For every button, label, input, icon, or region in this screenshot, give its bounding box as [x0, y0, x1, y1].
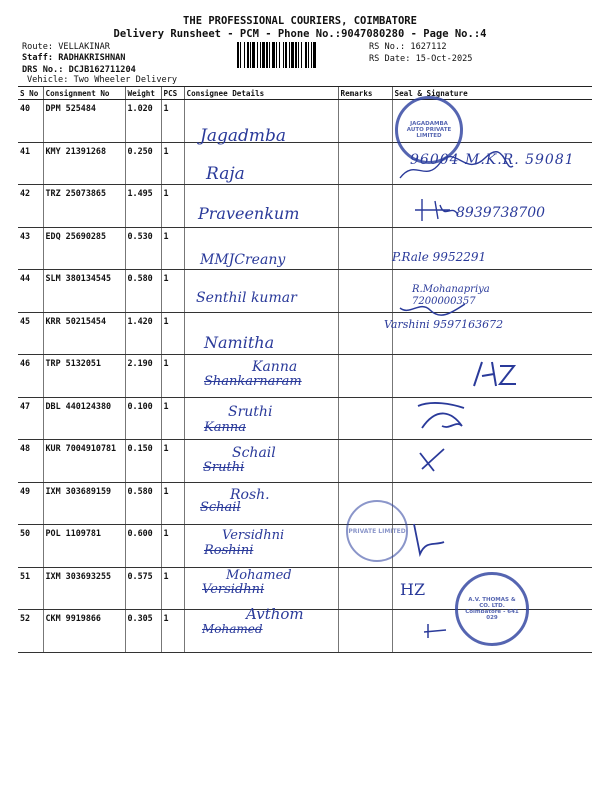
- cell-sno: 43: [18, 227, 43, 270]
- cell-consignment: CKM 9919866: [43, 610, 125, 653]
- private-limited-stamp: [346, 500, 408, 562]
- table-row: [18, 100, 592, 143]
- handwritten-signature: 8939738700: [456, 205, 546, 221]
- col-header-remarks: Remarks: [338, 87, 392, 100]
- av-thomas-seal-stamp: [455, 572, 529, 646]
- cell-pcs: 1: [161, 610, 184, 653]
- col-header-consignee: Consignee Details: [184, 87, 338, 100]
- cell-weight: 0.600: [125, 525, 161, 568]
- rs-number: RS No.: 1627112: [369, 42, 447, 52]
- struck-consignee: Shankarnaram: [204, 374, 302, 389]
- cell-remarks: [338, 610, 392, 653]
- company-seal-stamp: [395, 96, 463, 164]
- table-row: [18, 482, 592, 525]
- company-title: THE PROFESSIONAL COURIERS, COIMBATORE: [183, 15, 417, 27]
- vehicle-label: Vehicle: Two Wheeler Delivery: [27, 75, 178, 85]
- handwritten-consignee: Avthom: [246, 605, 304, 623]
- cell-weight: 0.580: [125, 482, 161, 525]
- struck-consignee: Versidhni: [202, 582, 265, 597]
- handwritten-consignee: Namitha: [204, 333, 275, 352]
- signature-scribble-icon: [408, 520, 448, 560]
- cell-weight: 0.100: [125, 397, 161, 440]
- cell-sno: 51: [18, 567, 43, 610]
- cell-weight: 1.495: [125, 185, 161, 228]
- cell-sno: 40: [18, 100, 43, 143]
- cell-pcs: 1: [161, 482, 184, 525]
- cell-remarks: [338, 185, 392, 228]
- col-header-weight: Weight: [125, 87, 161, 100]
- handwritten-consignee: Senthil kumar: [196, 290, 297, 306]
- cell-remarks: [338, 355, 392, 398]
- cell-pcs: 1: [161, 142, 184, 185]
- stamp-text: JAGADAMBA AUTO PRIVATE LIMITED: [406, 121, 452, 139]
- rs-date: RS Date: 15-Oct-2025: [369, 54, 473, 64]
- cell-remarks: [338, 142, 392, 185]
- stamp-text: A.V. THOMAS & CO. LTD. Coimbatore - 641 029: [465, 597, 519, 621]
- cell-consignment: TRP 5132051: [43, 355, 125, 398]
- struck-consignee: Schail: [200, 500, 241, 515]
- cell-pcs: 1: [161, 227, 184, 270]
- signature-scribble-icon: [412, 398, 472, 434]
- handwritten-consignee: MMJCreany: [200, 252, 286, 268]
- barcode: [237, 42, 365, 68]
- cell-consignment: EDQ 25690285: [43, 227, 125, 270]
- handwritten-consignee: Raja: [206, 164, 245, 184]
- table-row: [18, 227, 592, 270]
- stamp-text: PRIVATE LIMITED: [348, 527, 406, 535]
- cell-weight: 0.250: [125, 142, 161, 185]
- signature-scribble-icon: [470, 358, 520, 390]
- cell-weight: 0.575: [125, 567, 161, 610]
- cell-pcs: 1: [161, 567, 184, 610]
- table-row: [18, 525, 592, 568]
- cell-sno: 46: [18, 355, 43, 398]
- cell-consignment: KRR 50215454: [43, 312, 125, 355]
- struck-consignee: Roshini: [204, 543, 254, 558]
- table-row: [18, 397, 592, 440]
- cell-consignment: SLM 380134545: [43, 270, 125, 313]
- cell-sno: 52: [18, 610, 43, 653]
- signature-scribble-icon: [420, 620, 450, 640]
- staff-label: Staff: RADHAKRISHNAN: [22, 53, 126, 63]
- cell-consignment: IXM 303693255: [43, 567, 125, 610]
- handwritten-signature: P.Rale 9952291: [392, 250, 487, 264]
- cell-weight: 0.530: [125, 227, 161, 270]
- handwritten-consignee: Jagadmba: [200, 126, 286, 146]
- cell-consignment: KUR 7004910781: [43, 440, 125, 483]
- handwritten-consignee: Sruthi: [228, 404, 273, 420]
- cell-sno: 45: [18, 312, 43, 355]
- cell-pcs: 1: [161, 397, 184, 440]
- cell-sno: 42: [18, 185, 43, 228]
- cell-consignment: IXM 303689159: [43, 482, 125, 525]
- drs-label: DRS No.: DCJB162711204: [22, 65, 136, 75]
- cell-sno: 41: [18, 142, 43, 185]
- barcode-bar: [316, 42, 318, 68]
- cell-remarks: [338, 567, 392, 610]
- cell-weight: 1.020: [125, 100, 161, 143]
- cell-consignment: KMY 21391268: [43, 142, 125, 185]
- handwritten-consignee: Schail: [232, 445, 276, 461]
- handwritten-consignee: Versidhni: [222, 528, 285, 543]
- table-row: [18, 440, 592, 483]
- cell-remarks: [338, 227, 392, 270]
- cell-pcs: 1: [161, 100, 184, 143]
- cell-sno: 49: [18, 482, 43, 525]
- signature-scribble-icon: [414, 445, 454, 475]
- handwritten-consignee: Rosh.: [230, 487, 270, 503]
- cell-sno: 47: [18, 397, 43, 440]
- runsheet-subtitle: Delivery Runsheet - PCM - Phone No.:9047080280 - Page No.:4: [113, 28, 487, 40]
- cell-pcs: 1: [161, 355, 184, 398]
- col-header-signature: Seal & Signature: [392, 87, 592, 100]
- struck-consignee: Kanna: [204, 420, 246, 435]
- col-header-consignment: Consignment No: [43, 87, 125, 100]
- cell-consignment: DPM 525484: [43, 100, 125, 143]
- col-header-pcs: PCS: [161, 87, 184, 100]
- handwritten-signature: R.Mohanapriya 7200000357: [412, 284, 490, 307]
- cell-consignment: DBL 440124380: [43, 397, 125, 440]
- cell-remarks: [338, 440, 392, 483]
- struck-consignee: Mohamed: [202, 622, 263, 636]
- cell-weight: 1.420: [125, 312, 161, 355]
- cell-sno: 50: [18, 525, 43, 568]
- cell-pcs: 1: [161, 270, 184, 313]
- handwritten-signature: Varshini 9597163672: [384, 318, 504, 331]
- cell-consignment: TRZ 25073865: [43, 185, 125, 228]
- cell-signature: [392, 482, 592, 525]
- cell-pcs: 1: [161, 440, 184, 483]
- cell-pcs: 1: [161, 312, 184, 355]
- cell-sno: 44: [18, 270, 43, 313]
- signature-scribble-icon: [380, 300, 470, 316]
- cell-weight: 2.190: [125, 355, 161, 398]
- cell-weight: 0.580: [125, 270, 161, 313]
- cell-remarks: [338, 397, 392, 440]
- signature-scribble-icon: [410, 195, 460, 225]
- cell-remarks: [338, 100, 392, 143]
- cell-pcs: 1: [161, 185, 184, 228]
- handwritten-signature: 96004 M.K.R. 59081: [410, 152, 575, 168]
- handwritten-consignee: Mohamed: [226, 568, 292, 583]
- cell-sno: 48: [18, 440, 43, 483]
- handwritten-signature: HZ: [400, 580, 426, 599]
- cell-consignment: POL 1109781: [43, 525, 125, 568]
- cell-pcs: 1: [161, 525, 184, 568]
- route-label: Route: VELLAKINAR: [22, 42, 110, 52]
- table-header-row: [18, 87, 592, 100]
- col-header-sno: S No: [18, 87, 43, 100]
- struck-consignee: Sruthi: [203, 460, 245, 475]
- handwritten-consignee: Praveenkum: [198, 204, 300, 223]
- cell-weight: 0.150: [125, 440, 161, 483]
- handwritten-consignee: Kanna: [252, 359, 298, 375]
- cell-weight: 0.305: [125, 610, 161, 653]
